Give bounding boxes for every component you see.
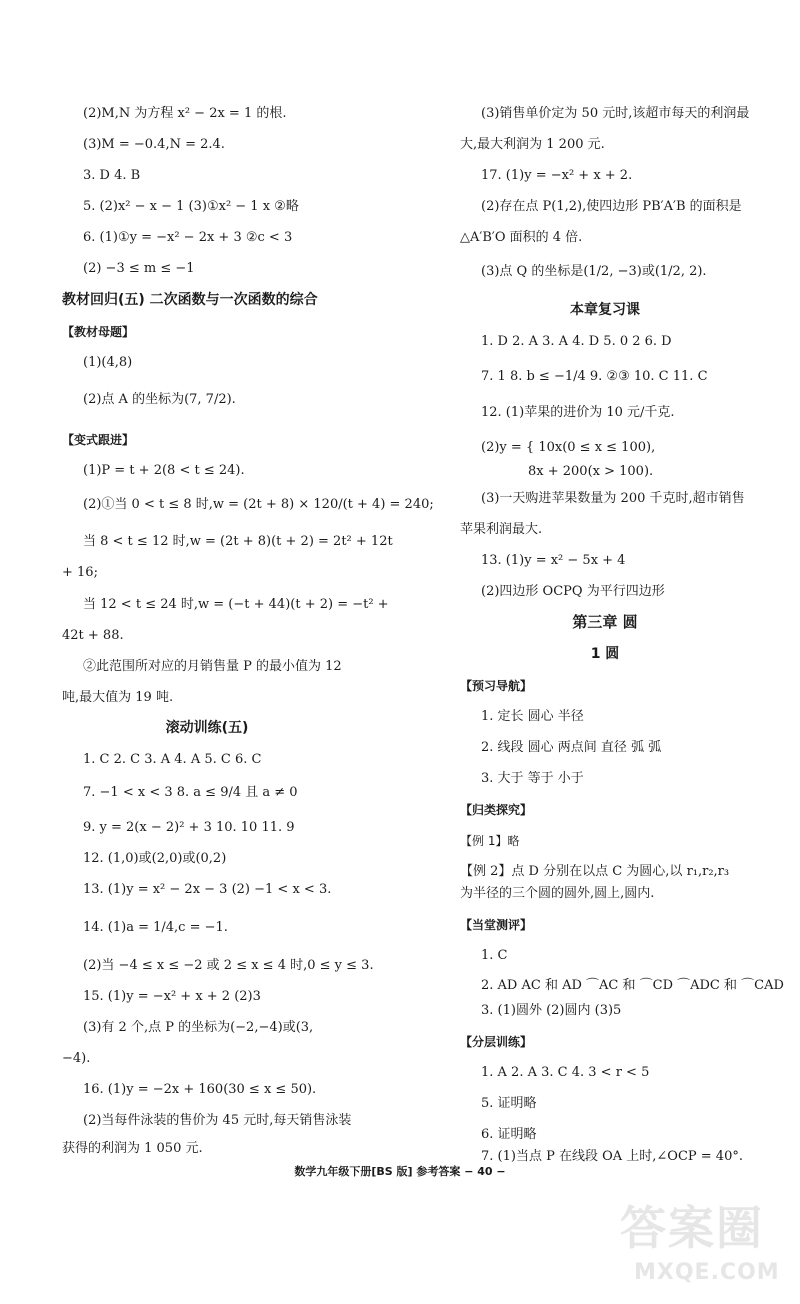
answer-line: 16. (1)y = −2x + 160(30 ≤ x ≤ 50). <box>83 1082 317 1097</box>
answer-line: (2)当每件泳装的售价为 45 元时,每天销售泳装 <box>83 1113 352 1128</box>
answer-line: 14. (1)a = 1/4,c = −1. <box>83 920 228 935</box>
watermark-url: MXQE.COM <box>634 1260 780 1285</box>
answer-line: 7. (1)当点 P 在线段 OA 上时,∠OCP = 40°. <box>481 1149 743 1164</box>
answer-line: 1. C <box>481 948 508 963</box>
answer-line: 3. 大于 等于 小于 <box>481 771 584 786</box>
answer-line: 当 8 < t ≤ 12 时,w = (2t + 8)(t + 2) = 2t² + 12t <box>83 534 393 549</box>
answer-line: (3)M = −0.4,N = 2.4. <box>83 137 225 152</box>
answer-line: (3)点 Q 的坐标是(1/2, −3)或(1/2, 2). <box>481 264 707 279</box>
answer-line: 【例 2】点 D 分别在以点 C 为圆心,以 r₁,r₂,r₃ <box>460 864 730 879</box>
answer-line: 8x + 200(x > 100). <box>528 464 654 479</box>
answer-line: (2)点 A 的坐标为(7, 7/2). <box>83 392 236 407</box>
section-heading: 1 圆 <box>590 646 620 662</box>
subsection-tag: 【教材母题】 <box>62 325 135 339</box>
answer-line: 2. AD AC 和 AD ⌒AC 和 ⌒CD ⌒ADC 和 ⌒CAD <box>481 978 784 993</box>
answer-line: (2)四边形 OCPQ 为平行四边形 <box>481 584 665 599</box>
answer-line: 【例 1】略 <box>460 834 520 848</box>
watermark-logo <box>606 1180 796 1304</box>
answer-line: 1. 定长 圆心 半径 <box>481 709 584 724</box>
section-heading: 滚动训练(五) <box>165 720 249 736</box>
answer-line: (2) −3 ≤ m ≤ −1 <box>83 261 195 276</box>
answer-line: 2. 线段 圆心 两点间 直径 弧 弧 <box>481 740 662 755</box>
section-heading: 本章复习课 <box>570 302 640 318</box>
answer-line: 12. (1,0)或(2,0)或(0,2) <box>83 851 227 866</box>
answer-line: 7. 1 8. b ≤ −1/4 9. ②③ 10. C 11. C <box>481 369 708 384</box>
answer-line: 获得的利润为 1 050 元. <box>62 1141 203 1156</box>
answer-line: (1)(4,8) <box>83 355 133 370</box>
answer-line: 13. (1)y = x² − 2x − 3 (2) −1 < x < 3. <box>83 882 332 897</box>
answer-line: 5. (2)x² − x − 1 (3)①x² − 1 x ②略 <box>83 199 299 214</box>
answer-line: 3. (1)圆外 (2)圆内 (3)5 <box>481 1003 622 1018</box>
answer-line: + 16; <box>62 565 98 580</box>
subsection-tag: 【分层训练】 <box>460 1035 533 1049</box>
answer-line: 9. y = 2(x − 2)² + 3 10. 10 11. 9 <box>83 820 295 835</box>
answer-line: 13. (1)y = x² − 5x + 4 <box>481 553 626 568</box>
answer-line: 17. (1)y = −x² + x + 2. <box>481 168 633 183</box>
answer-line: 苹果利润最大. <box>460 522 543 537</box>
subsection-tag: 【归类探究】 <box>460 803 533 817</box>
answer-line: (1)P = t + 2(8 < t ≤ 24). <box>83 463 245 478</box>
answer-line: 1. A 2. A 3. C 4. 3 < r < 5 <box>481 1065 650 1080</box>
answer-line: 42t + 88. <box>62 628 124 643</box>
answer-line: 3. D 4. B <box>83 168 141 183</box>
page-footer: 数学九年级下册[BS 版] 参考答案 − 40 − <box>294 1165 506 1178</box>
answer-line: ②此范围所对应的月销售量 P 的最小值为 12 <box>83 659 342 674</box>
answer-line: 当 12 < t ≤ 24 时,w = (−t + 44)(t + 2) = −t² + <box>83 597 389 612</box>
answer-line: 1. D 2. A 3. A 4. D 5. 0 2 6. D <box>481 334 672 349</box>
answer-line: (2)①当 0 < t ≤ 8 时,w = (2t + 8) × 120/(t + 4) = 240; <box>83 497 434 512</box>
answer-line: 为半径的三个圆的圆外,圆上,圆内. <box>460 886 655 901</box>
answer-line: 1. C 2. C 3. A 4. A 5. C 6. C <box>83 752 262 767</box>
answer-line: 12. (1)苹果的进价为 10 元/千克. <box>481 405 675 420</box>
subsection-tag: 【预习导航】 <box>460 679 533 693</box>
chapter-title: 第三章 圆 <box>572 613 638 631</box>
answer-line: (3)有 2 个,点 P 的坐标为(−2,−4)或(3, <box>83 1020 314 1035</box>
answer-line: (3)销售单价定为 50 元时,该超市每天的利润最 <box>481 106 750 121</box>
answer-line: △A′B′O 面积的 4 倍. <box>460 230 583 245</box>
answer-line: 大,最大利润为 1 200 元. <box>460 137 605 152</box>
answer-line: (2)当 −4 ≤ x ≤ −2 或 2 ≤ x ≤ 4 时,0 ≤ y ≤ 3. <box>83 958 374 973</box>
section-heading: 教材回归(五) 二次函数与一次函数的综合 <box>62 292 318 308</box>
answer-line: (2)M,N 为方程 x² − 2x = 1 的根. <box>83 106 287 121</box>
answer-line: (2)y = { 10x(0 ≤ x ≤ 100), <box>481 440 656 455</box>
answer-line: 6. 证明略 <box>481 1127 537 1142</box>
answer-line: (3)一天购进苹果数量为 200 千克时,超市销售 <box>481 491 745 506</box>
answer-line: 6. (1)①y = −x² − 2x + 3 ②c < 3 <box>83 230 293 245</box>
answer-line: 吨,最大值为 19 吨. <box>62 690 174 705</box>
answer-line: 15. (1)y = −x² + x + 2 (2)3 <box>83 989 261 1004</box>
subsection-tag: 【变式跟进】 <box>62 433 135 447</box>
answer-line: −4). <box>62 1051 91 1066</box>
answer-line: (2)存在点 P(1,2),使四边形 PB′A′B 的面积是 <box>481 199 742 214</box>
subsection-tag: 【当堂测评】 <box>460 918 533 932</box>
answer-line: 7. −1 < x < 3 8. a ≤ 9/4 且 a ≠ 0 <box>83 785 298 800</box>
answer-line: 5. 证明略 <box>481 1096 537 1111</box>
watermark-brand: 答案圈 <box>620 1201 764 1255</box>
